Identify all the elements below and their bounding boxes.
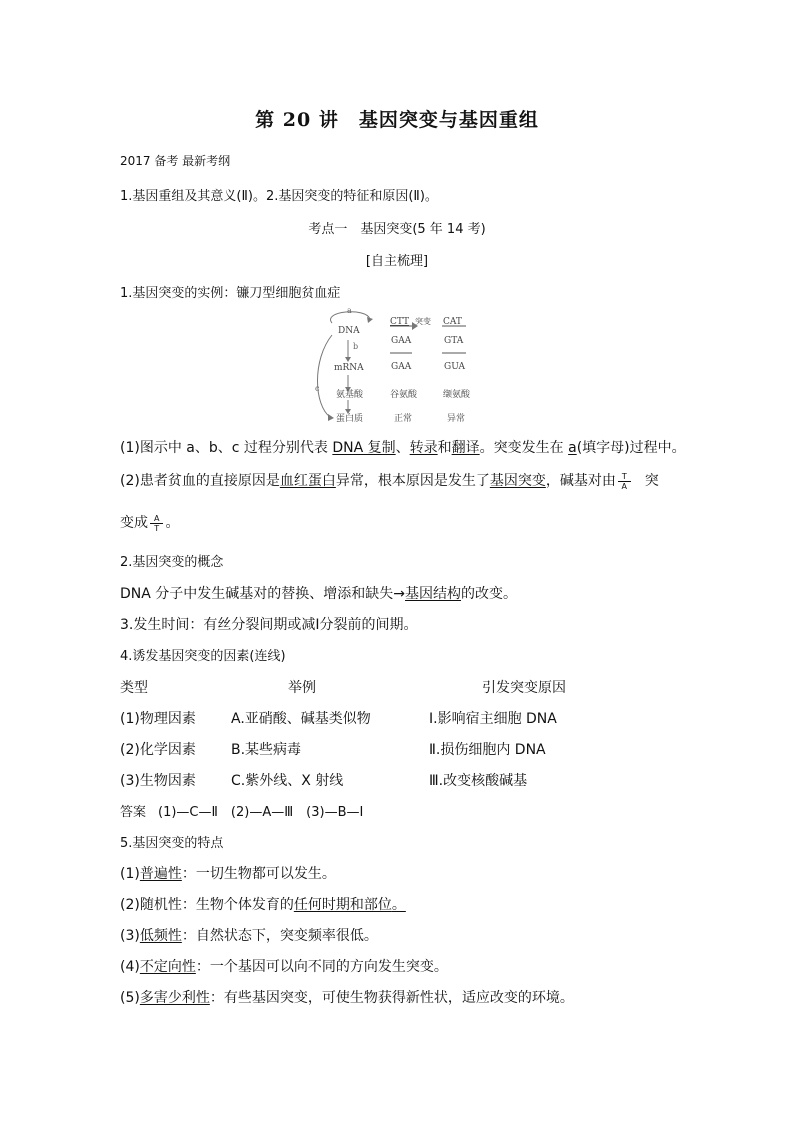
mutated-result: 异常: [447, 414, 466, 424]
label-b: b: [353, 342, 359, 351]
table-row-1-example: A.亚硝酸、碱基类似物: [231, 711, 371, 727]
exam-outline-label: 2017 备考 最新考纲: [120, 154, 231, 168]
table-row-3-example: C.紫外线、X 射线: [231, 773, 344, 789]
table-row-1-cause: Ⅰ.影响宿主细胞 DNA: [429, 711, 557, 727]
mutated-amino-acid: 缬氨酸: [443, 390, 471, 400]
answer-gene-structure: 基因结构: [405, 586, 462, 602]
question-2: (2)患者贫血的直接原因是血红蛋白异常，根本原因是发生了基因突变，碱基对由 $\frac{T}{A}$ 突: [120, 471, 659, 491]
section-2-heading: 2.基因突变的概念: [120, 555, 224, 570]
label-c: c: [315, 384, 320, 393]
question-2-cont: 变成 $\frac{A}{T}$ 。: [120, 513, 180, 533]
outline-text: 1.基因重组及其意义(Ⅱ)。2.基因突变的特征和原因(Ⅱ)。: [120, 189, 438, 204]
normal-mrna: GAA: [391, 362, 412, 372]
dna-label: DNA: [338, 326, 360, 336]
protein-label: 蛋白质: [336, 414, 364, 424]
table-header-cause: 引发突变原因: [482, 680, 566, 696]
answer-process-a: a: [568, 440, 577, 456]
mutated-mrna: GUA: [444, 362, 465, 372]
question-1: (1)图示中 a、b、c 过程分别代表 DNA 复制、转录和翻译。突变发生在 a(填字母)过程中。: [120, 440, 686, 456]
topic-heading: 考点一 基因突变(5 年 14 考): [308, 222, 486, 237]
section-2-text: DNA 分子中发生碱基对的替换、增添和缺失→基因结构的改变。: [120, 586, 518, 602]
table-row-1-type: (1)物理因素: [120, 711, 196, 727]
answer-transcription: 转录: [409, 440, 438, 456]
feature-mostly-harmful: (5)多害少利性：有些基因突变，可使生物获得新性状，适应改变的环境。: [120, 990, 574, 1006]
normal-amino-acid: 谷氨酸: [390, 390, 418, 400]
section-5-heading: 5.基因突变的特点: [120, 836, 224, 851]
mrna-label: mRNA: [334, 363, 364, 373]
answer-dna-replication: DNA 复制: [332, 440, 396, 456]
base-pair-ta: $\frac{T}{A}$: [618, 472, 631, 491]
base-pair-at: $\frac{A}{T}$: [150, 514, 163, 533]
sickle-cell-diagram: [310, 305, 480, 430]
answer-gene-mutation: 基因突变: [489, 473, 546, 489]
feature-universality: (1)普遍性：一切生物都可以发生。: [120, 866, 336, 882]
amino-acid-label: 氨基酸: [336, 390, 364, 400]
answer-any-time-and-place: 任何时期和部位: [293, 897, 392, 913]
feature-randomness: (2)随机性：生物个体发育的任何时期和部位。: [120, 897, 406, 913]
answer-line: [120, 801, 363, 820]
feature-low-frequency: (3)低频性：自然状态下，突变频率很低。: [120, 928, 378, 944]
table-header-type: 类型: [120, 680, 148, 696]
section-3-text: 3.发生时间：有丝分裂间期或减Ⅰ分裂前的间期。: [120, 617, 418, 633]
normal-dna-top: CTT: [390, 317, 410, 327]
table-row-3-cause: Ⅲ.改变核酸碱基: [429, 773, 528, 789]
label-a: a: [347, 306, 352, 315]
section-4-heading: 4.诱发基因突变的因素(连线): [120, 649, 286, 664]
answer-text: (1)—C—Ⅱ (2)—A—Ⅲ (3)—B—Ⅰ: [158, 805, 364, 820]
feature-non-directional: (4)不定向性：一个基因可以向不同的方向发生突变。: [120, 959, 448, 975]
table-row-2-example: B.某些病毒: [231, 742, 302, 758]
table-row-2-cause: Ⅱ.损伤细胞内 DNA: [429, 742, 546, 758]
table-row-2-type: (2)化学因素: [120, 742, 196, 758]
gene-to-protein-arc: [318, 335, 333, 417]
normal-dna-bottom: GAA: [391, 336, 412, 346]
table-row-3-type: (3)生物因素: [120, 773, 196, 789]
answer-translation: 翻译: [451, 440, 480, 456]
mutation-label: 突变: [415, 317, 431, 326]
mutated-dna-top: CAT: [443, 317, 462, 327]
normal-result: 正常: [394, 414, 413, 424]
section-1-heading: 1.基因突变的实例：镰刀型细胞贫血症: [120, 286, 341, 301]
answer-label: 答案: [120, 805, 147, 820]
self-review-heading: [自主梳理]: [365, 254, 429, 269]
page-title: 第 20 讲 基因突变与基因重组: [255, 109, 539, 131]
table-header-example: 举例: [288, 680, 316, 696]
answer-hemoglobin: 血红蛋白: [279, 473, 336, 489]
mutated-dna-bottom: GTA: [444, 336, 464, 346]
